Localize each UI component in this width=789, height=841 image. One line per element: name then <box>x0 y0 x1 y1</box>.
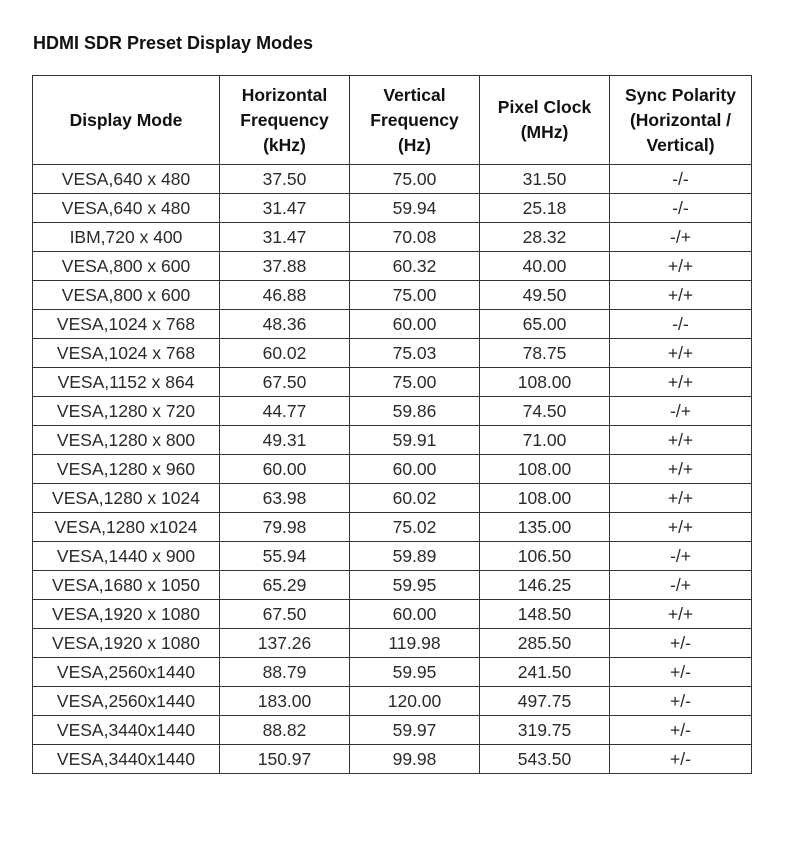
vertical-frequency-cell: 75.00 <box>350 281 480 310</box>
header-line: Sync Polarity <box>625 84 736 105</box>
horizontal-frequency-cell: 55.94 <box>220 542 350 571</box>
sync-polarity-cell: +/+ <box>610 368 752 397</box>
header-vertical-frequency <box>350 76 480 165</box>
display-mode-cell: VESA,1280 x 960 <box>33 455 220 484</box>
header-line: Vertical) <box>646 134 715 155</box>
vertical-frequency-cell: 60.00 <box>350 310 480 339</box>
table-row <box>33 542 752 571</box>
pixel-clock-cell: 135.00 <box>480 513 610 542</box>
display-mode-cell: VESA,2560x1440 <box>33 658 220 687</box>
sync-polarity-cell: +/+ <box>610 426 752 455</box>
header-line: (MHz) <box>520 122 569 142</box>
pixel-clock-cell: 285.50 <box>480 629 610 658</box>
vertical-frequency-cell: 60.00 <box>350 455 480 484</box>
horizontal-frequency-cell: 49.31 <box>220 426 350 455</box>
table-row <box>33 455 752 484</box>
table-row <box>33 223 752 252</box>
horizontal-frequency-cell: 137.26 <box>220 629 350 658</box>
sync-polarity-cell: +/+ <box>610 281 752 310</box>
pixel-clock-cell: 74.50 <box>480 397 610 426</box>
table-row <box>33 194 752 223</box>
sync-polarity-cell: +/- <box>610 658 752 687</box>
table-row <box>33 687 752 716</box>
horizontal-frequency-cell: 44.77 <box>220 397 350 426</box>
pixel-clock-cell: 28.32 <box>480 223 610 252</box>
header-line: (Horizontal / <box>629 109 732 130</box>
pixel-clock-cell: 497.75 <box>480 687 610 716</box>
table-header <box>33 76 752 165</box>
sync-polarity-cell: +/- <box>610 745 752 774</box>
horizontal-frequency-cell: 183.00 <box>220 687 350 716</box>
vertical-frequency-cell: 75.02 <box>350 513 480 542</box>
vertical-frequency-cell: 60.32 <box>350 252 480 281</box>
pixel-clock-cell: 71.00 <box>480 426 610 455</box>
display-mode-cell: VESA,640 x 480 <box>33 194 220 223</box>
table-row <box>33 426 752 455</box>
sync-polarity-cell: -/- <box>610 194 752 223</box>
display-mode-cell: VESA,3440x1440 <box>33 716 220 745</box>
header-line: Horizontal <box>241 84 328 105</box>
display-mode-cell: IBM,720 x 400 <box>33 223 220 252</box>
header-line: Frequency <box>240 109 329 130</box>
vertical-frequency-cell: 59.91 <box>350 426 480 455</box>
sync-polarity-cell: +/- <box>610 716 752 745</box>
display-mode-cell: VESA,1152 x 864 <box>33 368 220 397</box>
vertical-frequency-cell: 75.00 <box>350 165 480 194</box>
vertical-frequency-cell: 59.86 <box>350 397 480 426</box>
display-mode-cell: VESA,1024 x 768 <box>33 310 220 339</box>
table-row <box>33 252 752 281</box>
pixel-clock-cell: 543.50 <box>480 745 610 774</box>
pixel-clock-cell: 241.50 <box>480 658 610 687</box>
pixel-clock-cell: 146.25 <box>480 571 610 600</box>
horizontal-frequency-cell: 67.50 <box>220 368 350 397</box>
table-row <box>33 716 752 745</box>
display-modes-table <box>32 75 752 774</box>
header-pixel-clock <box>480 76 610 165</box>
sync-polarity-cell: -/+ <box>610 397 752 426</box>
sync-polarity-cell: -/+ <box>610 571 752 600</box>
vertical-frequency-cell: 59.89 <box>350 542 480 571</box>
header-line: Pixel Clock <box>497 97 592 117</box>
display-mode-cell: VESA,1280 x1024 <box>33 513 220 542</box>
table-row <box>33 484 752 513</box>
pixel-clock-cell: 65.00 <box>480 310 610 339</box>
sync-polarity-cell: -/+ <box>610 223 752 252</box>
pixel-clock-cell: 78.75 <box>480 339 610 368</box>
horizontal-frequency-cell: 79.98 <box>220 513 350 542</box>
vertical-frequency-cell: 99.98 <box>350 745 480 774</box>
table-row <box>33 629 752 658</box>
header-line: Frequency <box>370 109 459 130</box>
display-mode-cell: VESA,1680 x 1050 <box>33 571 220 600</box>
horizontal-frequency-cell: 63.98 <box>220 484 350 513</box>
sync-polarity-cell: +/+ <box>610 600 752 629</box>
sync-polarity-cell: +/+ <box>610 455 752 484</box>
display-mode-cell: VESA,1440 x 900 <box>33 542 220 571</box>
table-row <box>33 165 752 194</box>
horizontal-frequency-cell: 67.50 <box>220 600 350 629</box>
sync-polarity-cell: -/- <box>610 165 752 194</box>
pixel-clock-cell: 108.00 <box>480 484 610 513</box>
pixel-clock-cell: 106.50 <box>480 542 610 571</box>
vertical-frequency-cell: 120.00 <box>350 687 480 716</box>
horizontal-frequency-cell: 60.00 <box>220 455 350 484</box>
header-display-mode <box>33 76 220 165</box>
vertical-frequency-cell: 119.98 <box>350 629 480 658</box>
table-row <box>33 658 752 687</box>
horizontal-frequency-cell: 48.36 <box>220 310 350 339</box>
display-mode-cell: VESA,1280 x 800 <box>33 426 220 455</box>
horizontal-frequency-cell: 31.47 <box>220 194 350 223</box>
header-line: (Hz) <box>397 134 432 155</box>
header-row <box>33 76 752 165</box>
sync-polarity-cell: +/+ <box>610 513 752 542</box>
vertical-frequency-cell: 59.95 <box>350 658 480 687</box>
table-row <box>33 368 752 397</box>
table-row <box>33 397 752 426</box>
display-mode-cell: VESA,1280 x 720 <box>33 397 220 426</box>
horizontal-frequency-cell: 88.82 <box>220 716 350 745</box>
header-line: Vertical <box>383 84 446 105</box>
table-row <box>33 571 752 600</box>
sync-polarity-cell: +/- <box>610 687 752 716</box>
header-horizontal-frequency <box>220 76 350 165</box>
horizontal-frequency-cell: 37.88 <box>220 252 350 281</box>
horizontal-frequency-cell: 46.88 <box>220 281 350 310</box>
vertical-frequency-cell: 59.94 <box>350 194 480 223</box>
pixel-clock-cell: 25.18 <box>480 194 610 223</box>
page-title: HDMI SDR Preset Display Modes <box>33 33 314 53</box>
vertical-frequency-cell: 75.03 <box>350 339 480 368</box>
display-mode-cell: VESA,640 x 480 <box>33 165 220 194</box>
horizontal-frequency-cell: 88.79 <box>220 658 350 687</box>
header-line: Display Mode <box>69 109 183 130</box>
table-row <box>33 600 752 629</box>
vertical-frequency-cell: 75.00 <box>350 368 480 397</box>
display-mode-cell: VESA,800 x 600 <box>33 281 220 310</box>
vertical-frequency-cell: 60.00 <box>350 600 480 629</box>
pixel-clock-cell: 319.75 <box>480 716 610 745</box>
display-mode-cell: VESA,800 x 600 <box>33 252 220 281</box>
pixel-clock-cell: 31.50 <box>480 165 610 194</box>
vertical-frequency-cell: 70.08 <box>350 223 480 252</box>
table-row <box>33 745 752 774</box>
table-body <box>33 165 752 774</box>
header-sync-polarity <box>610 76 752 165</box>
display-mode-cell: VESA,1024 x 768 <box>33 339 220 368</box>
sync-polarity-cell: +/+ <box>610 252 752 281</box>
display-mode-cell: VESA,3440x1440 <box>33 745 220 774</box>
pixel-clock-cell: 40.00 <box>480 252 610 281</box>
sync-polarity-cell: -/+ <box>610 542 752 571</box>
table-row <box>33 339 752 368</box>
sync-polarity-cell: +/- <box>610 629 752 658</box>
vertical-frequency-cell: 59.95 <box>350 571 480 600</box>
pixel-clock-cell: 148.50 <box>480 600 610 629</box>
sync-polarity-cell: +/+ <box>610 484 752 513</box>
sync-polarity-cell: +/+ <box>610 339 752 368</box>
horizontal-frequency-cell: 31.47 <box>220 223 350 252</box>
table-row <box>33 281 752 310</box>
vertical-frequency-cell: 60.02 <box>350 484 480 513</box>
vertical-frequency-cell: 59.97 <box>350 716 480 745</box>
pixel-clock-cell: 108.00 <box>480 368 610 397</box>
horizontal-frequency-cell: 150.97 <box>220 745 350 774</box>
sync-polarity-cell: -/- <box>610 310 752 339</box>
horizontal-frequency-cell: 65.29 <box>220 571 350 600</box>
table-row <box>33 310 752 339</box>
header-line: (kHz) <box>263 134 306 155</box>
display-mode-cell: VESA,1920 x 1080 <box>33 600 220 629</box>
display-mode-cell: VESA,2560x1440 <box>33 687 220 716</box>
horizontal-frequency-cell: 60.02 <box>220 339 350 368</box>
display-mode-cell: VESA,1280 x 1024 <box>33 484 220 513</box>
table-row <box>33 513 752 542</box>
pixel-clock-cell: 49.50 <box>480 281 610 310</box>
horizontal-frequency-cell: 37.50 <box>220 165 350 194</box>
pixel-clock-cell: 108.00 <box>480 455 610 484</box>
display-mode-cell: VESA,1920 x 1080 <box>33 629 220 658</box>
